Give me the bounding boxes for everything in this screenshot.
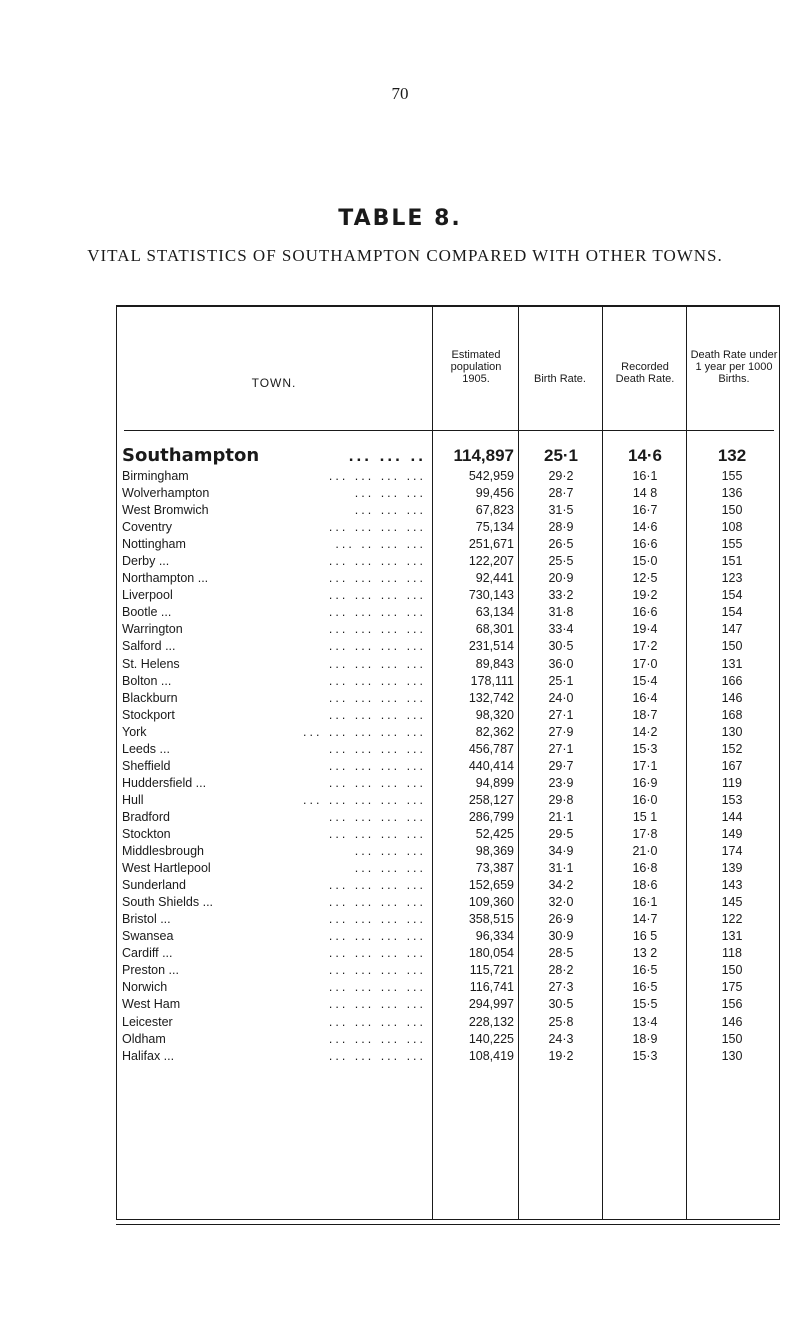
- leader-dots: ... ... ... ...: [328, 639, 426, 654]
- town-name: Leeds ...: [122, 741, 170, 756]
- table-row: [116, 468, 780, 485]
- town-name: St. Helens: [122, 656, 180, 671]
- infant-death-rate-cell: 131: [721, 656, 743, 671]
- birth-rate-cell: 33·4: [548, 622, 574, 637]
- population-cell: 140,225: [468, 1031, 514, 1046]
- death-rate-cell: 15·3: [632, 1048, 658, 1063]
- table-row: [116, 826, 780, 843]
- birth-rate-cell: 31·5: [548, 503, 574, 518]
- town-name: Stockton: [122, 826, 171, 841]
- death-rate-cell: 19·2: [632, 588, 658, 603]
- leader-dots: ... ... ... ...: [328, 1014, 426, 1029]
- birth-rate-cell: 25·1: [548, 673, 574, 688]
- birth-rate-cell: 26·9: [548, 912, 574, 927]
- leader-dots: ... ... ...: [354, 503, 426, 518]
- death-rate-cell: 15·5: [632, 997, 658, 1012]
- infant-death-rate-cell: 150: [721, 639, 743, 654]
- table-row: [116, 604, 780, 621]
- death-rate-cell: 18·7: [632, 707, 658, 722]
- header-population: Estimated population 1905.: [450, 349, 502, 385]
- town-name: Preston ...: [122, 963, 179, 978]
- birth-rate-cell: 27·9: [548, 724, 574, 739]
- leader-dots: ... ... ... ...: [328, 1031, 426, 1046]
- table-row: [116, 928, 780, 945]
- leader-dots: ... ... ... ...: [328, 469, 426, 483]
- table-row: [116, 1048, 780, 1065]
- town-name: Bradford: [122, 809, 170, 824]
- death-rate-cell: 16·4: [632, 690, 658, 705]
- birth-rate-cell: 24·0: [548, 690, 574, 705]
- birth-rate-cell: 28·5: [548, 946, 574, 961]
- leader-dots: ... .. ... ...: [335, 537, 426, 552]
- leader-dots: ... ... ... ...: [328, 809, 426, 824]
- infant-death-rate-cell: 136: [721, 486, 743, 501]
- infant-death-rate-cell: 150: [721, 963, 743, 978]
- town-name: Bolton ...: [122, 673, 172, 688]
- population-cell: 89,843: [475, 656, 514, 671]
- death-rate-cell: 16·6: [632, 605, 658, 620]
- leader-dots: ... ... ... ...: [328, 775, 426, 790]
- town-name: Nottingham: [122, 537, 186, 552]
- death-rate-cell: 16·5: [632, 963, 658, 978]
- birth-rate-cell: 29·5: [548, 826, 574, 841]
- population-cell: 52,425: [475, 826, 514, 841]
- infant-death-rate-cell: 145: [721, 895, 743, 910]
- infant-death-rate-cell: 130: [721, 724, 743, 739]
- infant-death-rate-cell: 146: [721, 1014, 743, 1029]
- table-row: [116, 638, 780, 655]
- population-cell: 258,127: [468, 792, 514, 807]
- birth-rate-cell: 34·9: [548, 844, 574, 859]
- table-row: [116, 911, 780, 928]
- table-row: [116, 673, 780, 690]
- birth-rate-cell: 24·3: [548, 1031, 574, 1046]
- town-name: Derby ...: [122, 554, 170, 569]
- town-name: Middlesbrough: [122, 844, 204, 859]
- leader-dots: ... ... ...: [354, 861, 426, 876]
- table-row: [116, 775, 780, 792]
- leader-dots: ... ... ... ...: [328, 758, 426, 773]
- infant-death-rate-cell: 119: [722, 775, 742, 790]
- birth-rate-cell: 30·9: [548, 929, 574, 944]
- infant-death-rate-cell: 144: [721, 809, 743, 824]
- town-name: West Hartlepool: [122, 861, 211, 876]
- birth-rate-cell: 30·5: [548, 639, 574, 654]
- infant-death-rate-cell: 166: [721, 673, 743, 688]
- population-cell: 108,419: [468, 1048, 514, 1063]
- infant-death-rate-cell: 146: [721, 690, 743, 705]
- infant-death-rate-cell: 118: [722, 946, 742, 961]
- town-name: Southampton: [122, 445, 260, 466]
- death-rate-cell: 18·6: [632, 878, 658, 893]
- population-cell: 99,456: [475, 486, 514, 501]
- death-rate-cell: 16·1: [632, 895, 658, 910]
- leader-dots: ... ... ...: [354, 844, 426, 859]
- town-name: West Ham: [122, 997, 181, 1012]
- death-rate-cell: 16 5: [632, 929, 658, 944]
- birth-rate-cell: 23·9: [548, 775, 574, 790]
- death-rate-cell: 13 2: [632, 946, 658, 961]
- infant-death-rate-cell: 149: [721, 826, 743, 841]
- birth-rate-cell: 32·0: [548, 895, 574, 910]
- leader-dots: ... ... ... ... ...: [303, 724, 426, 739]
- header-rule: [124, 430, 774, 431]
- death-rate-cell: 14 8: [632, 486, 658, 501]
- population-cell: 115,721: [469, 963, 514, 978]
- leader-dots: ... ... ... ...: [328, 605, 426, 620]
- birth-rate-cell: 36·0: [548, 656, 574, 671]
- population-cell: 440,414: [468, 758, 514, 773]
- infant-death-rate-cell: 175: [721, 980, 743, 995]
- table-row: [116, 724, 780, 741]
- death-rate-cell: 17·0: [632, 656, 658, 671]
- table-row: [116, 1014, 780, 1031]
- infant-death-rate-cell: 167: [721, 758, 743, 773]
- birth-rate-cell: 31·8: [548, 605, 574, 620]
- population-cell: 251,671: [468, 537, 514, 552]
- death-rate-cell: 16·0: [632, 792, 658, 807]
- population-cell: 75,134: [475, 520, 514, 535]
- population-cell: 180,054: [468, 946, 514, 961]
- death-rate-cell: 15 1: [632, 809, 658, 824]
- vital-statistics-table: [116, 305, 780, 1225]
- death-rate-cell: 15·3: [632, 741, 658, 756]
- table-row: [116, 570, 780, 587]
- death-rate-cell: 19·4: [632, 622, 658, 637]
- infant-death-rate-cell: 154: [721, 588, 743, 603]
- table-row: [116, 945, 780, 962]
- town-name: Swansea: [122, 929, 174, 944]
- birth-rate-cell: 26·5: [548, 537, 574, 552]
- table-row: [116, 758, 780, 775]
- table-row: [116, 485, 780, 502]
- birth-rate-cell: 28·7: [548, 486, 574, 501]
- town-name: Oldham: [122, 1031, 166, 1046]
- town-name: York: [122, 724, 147, 739]
- population-cell: 228,132: [468, 1014, 514, 1029]
- table-row: [116, 536, 780, 553]
- town-name: Huddersfield ...: [122, 775, 207, 790]
- infant-death-rate-cell: 132: [717, 446, 747, 465]
- table-row: [116, 962, 780, 979]
- population-cell: 82,362: [475, 724, 514, 739]
- town-name: Stockport: [122, 707, 175, 722]
- death-rate-cell: 16·1: [632, 469, 658, 483]
- birth-rate-cell: 29·7: [548, 758, 574, 773]
- death-rate-cell: 15·4: [632, 673, 658, 688]
- death-rate-cell: 16·7: [632, 503, 658, 518]
- population-cell: 68,301: [475, 622, 514, 637]
- table-row: [116, 860, 780, 877]
- table-row: [116, 1031, 780, 1048]
- town-name: Leicester: [122, 1014, 173, 1029]
- header-infant-death-rate: Death Rate under 1 year per 1000 Births.: [690, 349, 778, 385]
- leader-dots: ... ... ... ...: [328, 929, 426, 944]
- infant-death-rate-cell: 108: [721, 520, 743, 535]
- infant-death-rate-cell: 174: [721, 844, 743, 859]
- population-cell: 109,360: [468, 895, 514, 910]
- leader-dots: ... ... ..: [348, 446, 426, 465]
- population-cell: 116,741: [469, 980, 514, 995]
- population-cell: 73,387: [475, 861, 514, 876]
- population-cell: 152,659: [468, 878, 514, 893]
- table-row: [116, 741, 780, 758]
- birth-rate-cell: 29·8: [548, 792, 574, 807]
- leader-dots: ... ... ...: [354, 486, 426, 501]
- death-rate-cell: 13·4: [632, 1014, 658, 1029]
- infant-death-rate-cell: 150: [721, 503, 743, 518]
- population-cell: 92,441: [475, 571, 514, 586]
- table-subtitle: VITAL STATISTICS OF SOUTHAMPTON COMPARED WITH OTHER TOWNS.: [87, 246, 723, 265]
- leader-dots: ... ... ... ...: [328, 690, 426, 705]
- population-cell: 286,799: [468, 809, 514, 824]
- infant-death-rate-cell: 150: [721, 1031, 743, 1046]
- table-row: [116, 809, 780, 826]
- infant-death-rate-cell: 152: [721, 741, 743, 756]
- birth-rate-cell: 25·1: [543, 446, 579, 465]
- infant-death-rate-cell: 151: [721, 554, 743, 569]
- birth-rate-cell: 33·2: [548, 588, 574, 603]
- death-rate-cell: 18·9: [632, 1031, 658, 1046]
- death-rate-cell: 16·6: [632, 537, 658, 552]
- infant-death-rate-cell: 123: [721, 571, 743, 586]
- town-name: Bootle ...: [122, 605, 172, 620]
- birth-rate-cell: 34·2: [548, 878, 574, 893]
- population-cell: 122,207: [468, 554, 514, 569]
- table-row: [116, 894, 780, 911]
- table-top-rule: [116, 305, 780, 307]
- leader-dots: ... ... ... ...: [328, 520, 426, 535]
- town-name: Salford ...: [122, 639, 176, 654]
- death-rate-cell: 21·0: [632, 844, 658, 859]
- population-cell: 94,899: [475, 775, 514, 790]
- population-cell: 98,369: [475, 844, 514, 859]
- birth-rate-cell: 31·1: [548, 861, 574, 876]
- leader-dots: ... ... ... ...: [328, 997, 426, 1012]
- birth-rate-cell: 28·2: [548, 963, 574, 978]
- birth-rate-cell: 28·9: [548, 520, 574, 535]
- population-cell: 178,111: [470, 673, 514, 688]
- birth-rate-cell: 29·2: [548, 469, 574, 483]
- leader-dots: ... ... ... ...: [328, 673, 426, 688]
- leader-dots: ... ... ... ...: [328, 554, 426, 569]
- birth-rate-cell: 25·8: [548, 1014, 574, 1029]
- leader-dots: ... ... ... ...: [328, 895, 426, 910]
- death-rate-cell: 17·1: [632, 758, 658, 773]
- leader-dots: ... ... ... ... ...: [303, 792, 426, 807]
- population-cell: 542,959: [468, 469, 514, 483]
- population-cell: 456,787: [468, 741, 514, 756]
- birth-rate-cell: 20·9: [548, 571, 574, 586]
- town-name: Hull: [122, 792, 144, 807]
- table-bottom-rule: [116, 1219, 780, 1225]
- leader-dots: ... ... ... ...: [328, 741, 426, 756]
- population-cell: 730,143: [468, 588, 514, 603]
- leader-dots: ... ... ... ...: [328, 946, 426, 961]
- leader-dots: ... ... ... ...: [328, 826, 426, 841]
- birth-rate-cell: 27·1: [548, 741, 574, 756]
- table-row: [116, 502, 780, 519]
- death-rate-cell: 14·2: [632, 724, 658, 739]
- table-title: TABLE 8.: [338, 206, 462, 231]
- table-row: [116, 587, 780, 604]
- leader-dots: ... ... ... ...: [328, 588, 426, 603]
- table-row: [116, 553, 780, 570]
- leader-dots: ... ... ... ...: [328, 980, 426, 995]
- header-death-rate: Recorded Death Rate.: [615, 361, 675, 385]
- death-rate-cell: 17·8: [632, 826, 658, 841]
- table-body: [116, 445, 780, 1065]
- population-cell: 358,515: [468, 912, 514, 927]
- infant-death-rate-cell: 153: [721, 792, 743, 807]
- table-row: [116, 996, 780, 1013]
- death-rate-cell: 14·6: [632, 520, 658, 535]
- table-row: [116, 979, 780, 996]
- leader-dots: ... ... ... ...: [328, 656, 426, 671]
- town-name: West Bromwich: [122, 503, 209, 518]
- birth-rate-cell: 30·5: [548, 997, 574, 1012]
- town-name: Norwich: [122, 980, 168, 995]
- infant-death-rate-cell: 143: [721, 878, 743, 893]
- population-cell: 63,134: [475, 605, 514, 620]
- population-cell: 96,334: [475, 929, 514, 944]
- death-rate-cell: 14·6: [627, 446, 663, 465]
- birth-rate-cell: 27·3: [548, 980, 574, 995]
- table-row: [116, 707, 780, 724]
- leader-dots: ... ... ... ...: [328, 707, 426, 722]
- population-cell: 132,742: [468, 690, 514, 705]
- death-rate-cell: 16·8: [632, 861, 658, 876]
- page-number: 70: [391, 84, 409, 103]
- birth-rate-cell: 25·5: [548, 554, 574, 569]
- header-birth-rate: Birth Rate.: [534, 373, 586, 385]
- death-rate-cell: 16·9: [632, 775, 658, 790]
- leader-dots: ... ... ... ...: [328, 622, 426, 637]
- death-rate-cell: 14·7: [632, 912, 658, 927]
- town-name: Cardiff ...: [122, 946, 173, 961]
- town-name: Sunderland: [122, 878, 186, 893]
- population-cell: 67,823: [475, 503, 514, 518]
- infant-death-rate-cell: 154: [721, 605, 743, 620]
- birth-rate-cell: 21·1: [548, 809, 574, 824]
- leader-dots: ... ... ... ...: [328, 963, 426, 978]
- infant-death-rate-cell: 122: [721, 912, 743, 927]
- table-row: [116, 877, 780, 894]
- infant-death-rate-cell: 155: [721, 469, 743, 483]
- table-row: [116, 843, 780, 860]
- infant-death-rate-cell: 139: [721, 861, 743, 876]
- town-name: Liverpool: [122, 588, 173, 603]
- birth-rate-cell: 27·1: [548, 707, 574, 722]
- table-row: [116, 519, 780, 536]
- population-cell: 98,320: [475, 707, 514, 722]
- birth-rate-cell: 19·2: [548, 1048, 574, 1063]
- infant-death-rate-cell: 147: [721, 622, 743, 637]
- leader-dots: ... ... ... ...: [328, 1048, 426, 1063]
- town-name: Northampton ...: [122, 571, 209, 586]
- table-row: [116, 656, 780, 673]
- leader-dots: ... ... ... ...: [328, 878, 426, 893]
- leader-dots: ... ... ... ...: [328, 571, 426, 586]
- table-row: [116, 445, 780, 468]
- infant-death-rate-cell: 131: [721, 929, 743, 944]
- town-name: Halifax ...: [122, 1048, 175, 1063]
- leader-dots: ... ... ... ...: [328, 912, 426, 927]
- town-name: Sheffield: [122, 758, 171, 773]
- town-name: Warrington: [122, 622, 183, 637]
- town-name: Blackburn: [122, 690, 178, 705]
- town-name: Bristol ...: [122, 912, 171, 927]
- town-name: South Shields ...: [122, 895, 214, 910]
- town-name: Wolverhampton: [122, 486, 210, 501]
- table-row: [116, 690, 780, 707]
- infant-death-rate-cell: 130: [721, 1048, 743, 1063]
- population-cell: 231,514: [468, 639, 514, 654]
- death-rate-cell: 15·0: [632, 554, 658, 569]
- death-rate-cell: 17·2: [632, 639, 658, 654]
- death-rate-cell: 12·5: [632, 571, 658, 586]
- table-row: [116, 792, 780, 809]
- infant-death-rate-cell: 156: [721, 997, 743, 1012]
- header-town: TOWN.: [251, 376, 297, 390]
- population-cell: 294,997: [468, 997, 514, 1012]
- population-cell: 114,897: [453, 446, 514, 465]
- infant-death-rate-cell: 168: [721, 707, 743, 722]
- town-name: Coventry: [122, 520, 173, 535]
- town-name: Birmingham: [122, 469, 189, 483]
- infant-death-rate-cell: 155: [721, 537, 743, 552]
- table-row: [116, 621, 780, 638]
- death-rate-cell: 16·5: [632, 980, 658, 995]
